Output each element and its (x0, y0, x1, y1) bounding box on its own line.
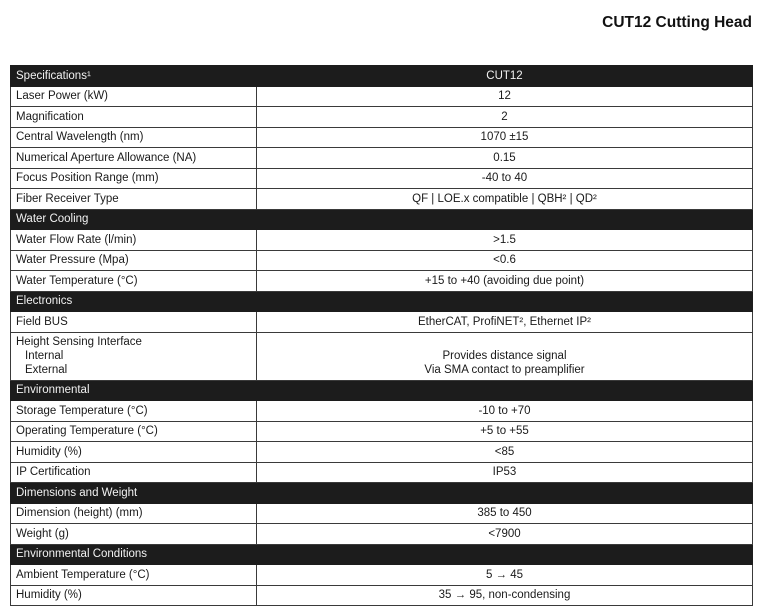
row-value: <85 (257, 442, 753, 463)
row-value: +5 to +55 (257, 421, 753, 442)
section-title: Environmental (11, 380, 753, 401)
section-header-row (11, 483, 753, 504)
section-title: Dimensions and Weight (11, 483, 753, 504)
table-row (11, 585, 753, 606)
row-label-cell (11, 332, 257, 380)
table-row (11, 332, 753, 380)
row-label: Operating Temperature (°C) (11, 421, 257, 442)
row-label: Humidity (%) (11, 442, 257, 463)
row-label: Magnification (11, 107, 257, 128)
table-row (11, 503, 753, 524)
table-header-row (11, 66, 753, 87)
row-label: Field BUS (11, 312, 257, 333)
row-label: Central Wavelength (nm) (11, 127, 257, 148)
spec-table-body (11, 66, 753, 606)
row-label: Water Flow Rate (l/min) (11, 230, 257, 251)
section-title: Environmental Conditions (11, 544, 753, 565)
row-value: QF | LOE.x compatible | QBH² | QD² (257, 189, 753, 210)
row-label: IP Certification (11, 462, 257, 483)
row-value: Provides distance signal (442, 350, 567, 362)
row-value: 5 → 45 (257, 565, 753, 586)
section-header-row (11, 380, 753, 401)
row-label: Focus Position Range (mm) (11, 168, 257, 189)
row-label: Storage Temperature (°C) (11, 401, 257, 422)
row-value: -10 to +70 (257, 401, 753, 422)
section-header-row (11, 209, 753, 230)
header-value: CUT12 (257, 66, 753, 87)
row-value: >1.5 (257, 230, 753, 251)
page-title: CUT12 Cutting Head (602, 14, 752, 31)
row-label: Laser Power (kW) (11, 86, 257, 107)
section-title: Water Cooling (11, 209, 753, 230)
table-row (11, 148, 753, 169)
row-value: Via SMA contact to preamplifier (424, 364, 585, 376)
row-label: Numerical Aperture Allowance (NA) (11, 148, 257, 169)
row-value: 12 (257, 86, 753, 107)
table-row (11, 250, 753, 271)
table-row (11, 271, 753, 292)
row-label: Height Sensing Interface (16, 336, 142, 348)
table-row (11, 312, 753, 333)
row-value: 1070 ±15 (257, 127, 753, 148)
row-sublabel: Internal (25, 350, 64, 362)
row-value: -40 to 40 (257, 168, 753, 189)
row-value: 2 (257, 107, 753, 128)
table-row (11, 107, 753, 128)
section-header-row (11, 544, 753, 565)
row-label-stack (16, 335, 251, 377)
row-value: 0.15 (257, 148, 753, 169)
header-label: Specifications¹ (11, 66, 257, 87)
spec-table (10, 65, 753, 606)
table-row (11, 442, 753, 463)
row-value: <0.6 (257, 250, 753, 271)
row-label: Ambient Temperature (°C) (11, 565, 257, 586)
table-row (11, 421, 753, 442)
row-value-cell (257, 332, 753, 380)
row-sublabel: External (25, 364, 68, 376)
table-row (11, 401, 753, 422)
table-row (11, 127, 753, 148)
row-label: Water Temperature (°C) (11, 271, 257, 292)
row-value: IP53 (257, 462, 753, 483)
table-row (11, 189, 753, 210)
table-row (11, 524, 753, 545)
row-value-stack (262, 335, 747, 377)
row-label: Humidity (%) (11, 585, 257, 606)
section-header-row (11, 291, 753, 312)
table-row (11, 565, 753, 586)
row-value: EtherCAT, ProfiNET², Ethernet IP² (257, 312, 753, 333)
section-title: Electronics (11, 291, 753, 312)
table-row (11, 462, 753, 483)
table-row (11, 230, 753, 251)
row-label: Dimension (height) (mm) (11, 503, 257, 524)
row-label: Weight (g) (11, 524, 257, 545)
row-label: Fiber Receiver Type (11, 189, 257, 210)
table-row (11, 86, 753, 107)
row-value: 35 → 95, non-condensing (257, 585, 753, 606)
row-value: +15 to +40 (avoiding due point) (257, 271, 753, 292)
table-row (11, 168, 753, 189)
row-value: 385 to 450 (257, 503, 753, 524)
row-label: Water Pressure (Mpa) (11, 250, 257, 271)
row-value: <7900 (257, 524, 753, 545)
